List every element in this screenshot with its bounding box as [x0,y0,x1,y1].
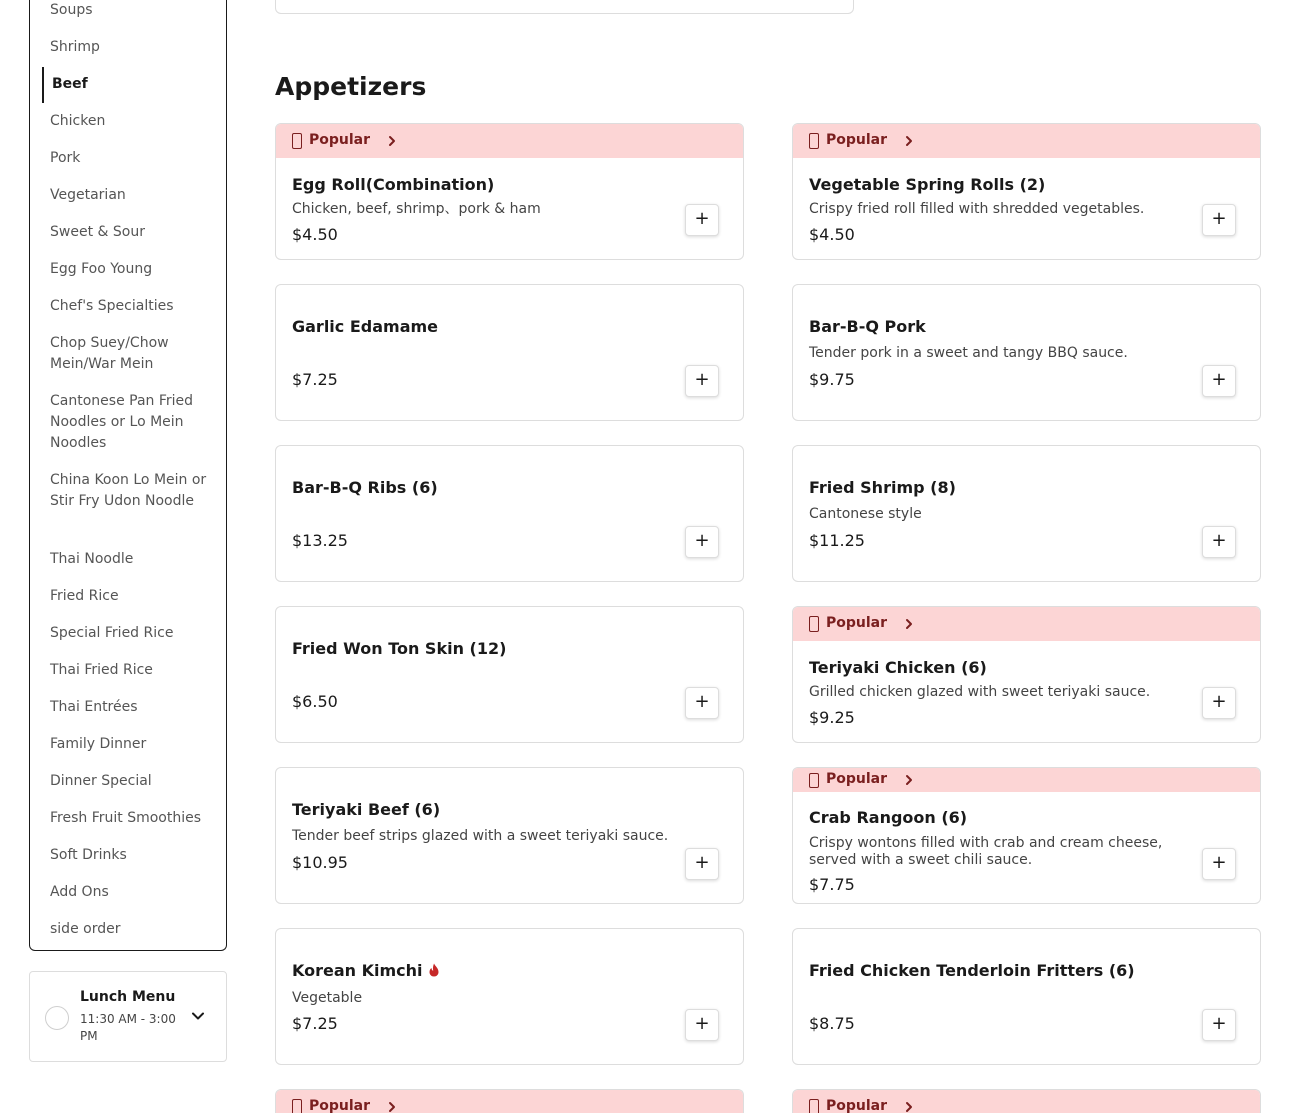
sidebar-item-family-dinner[interactable]: Family Dinner [50,736,147,752]
item-price: $7.25 [292,1014,338,1033]
menu-item-card[interactable] [792,445,1261,582]
popular-badge[interactable]: Popular [793,124,1260,158]
menu-item-card[interactable] [792,123,1261,260]
add-to-cart-button[interactable]: + [1202,365,1236,397]
item-price: $4.50 [809,225,855,244]
chevron-right-icon [903,774,915,786]
sidebar-item-thai-entrees[interactable]: Thai Entrées [50,699,138,715]
item-description: Cantonese style [809,506,922,522]
previous-section-card [275,0,854,14]
item-name: Fried Chicken Tenderloin Fritters (6) [809,961,1135,980]
sidebar-item-vegetarian[interactable]: Vegetarian [50,187,126,203]
popular-badge[interactable]: Popular [276,1090,743,1113]
add-to-cart-button[interactable]: + [1202,204,1236,236]
item-name: Teriyaki Beef (6) [292,800,441,819]
menu-item-card[interactable] [275,445,744,582]
spicy-icon [428,963,440,977]
chevron-right-icon [903,135,915,147]
add-to-cart-button[interactable]: + [1202,848,1236,880]
add-to-cart-button[interactable]: + [1202,1009,1236,1041]
item-name: Vegetable Spring Rolls (2) [809,175,1046,194]
item-price: $8.75 [809,1014,855,1033]
lunch-menu-hours: 11:30 AM - 3:00 PM [80,1012,176,1043]
sidebar-item-thai-fried-rice[interactable]: Thai Fried Rice [50,662,153,678]
sidebar-item-egg-foo-young[interactable]: Egg Foo Young [50,261,153,277]
item-price: $11.25 [809,531,865,550]
menu-item-card[interactable] [792,928,1261,1065]
menu-item-card[interactable] [275,123,744,260]
add-to-cart-button[interactable]: + [685,204,719,236]
chevron-right-icon [903,1101,915,1113]
sidebar-item-fresh-fruit-smoothies[interactable]: Fresh Fruit Smoothies [50,810,202,826]
menu-item-card[interactable] [275,284,744,421]
item-price: $7.25 [292,370,338,389]
item-price: $10.95 [292,853,348,872]
add-to-cart-button[interactable]: + [1202,687,1236,719]
add-to-cart-button[interactable]: + [1202,526,1236,558]
item-price: $9.75 [809,370,855,389]
item-name: Teriyaki Chicken (6) [809,658,987,677]
item-description: Chicken, beef, shrimp、pork & ham [292,201,541,217]
menu-item-card[interactable] [275,767,744,904]
add-to-cart-button[interactable]: + [685,687,719,719]
chevron-right-icon [903,618,915,630]
item-description: Tender pork in a sweet and tangy BBQ sauce. [809,345,1128,361]
item-name: Bar-B-Q Pork [809,317,926,336]
chevron-right-icon [386,135,398,147]
sidebar-item-soft-drinks[interactable]: Soft Drinks [50,847,127,863]
popular-icon [809,1099,819,1113]
sidebar-item-soups[interactable]: Soups [50,2,93,18]
item-name: Korean Kimchi [292,961,440,980]
popular-icon [292,1099,302,1113]
add-to-cart-button[interactable]: + [685,526,719,558]
sidebar-item-thai-noodle[interactable]: Thai Noodle [50,551,134,567]
lunch-menu-selector[interactable] [29,971,227,1062]
sidebar-item-fried-rice[interactable]: Fried Rice [50,588,119,604]
menu-item-card[interactable] [792,606,1261,743]
menu-item-card[interactable] [275,606,744,743]
item-description: Crispy fried roll filled with shredded vegetables. [809,201,1145,217]
popular-icon [809,133,819,149]
item-description: Tender beef strips glazed with a sweet teriyaki sauce. [292,828,669,844]
popular-badge[interactable]: Popular [793,607,1260,641]
popular-icon [809,773,819,788]
item-price: $6.50 [292,692,338,711]
sidebar-item-pork[interactable]: Pork [50,150,81,166]
sidebar-item-cantonese-noodles[interactable]: Cantonese Pan Fried Noodles or Lo Mein Noodles [50,393,194,451]
menu-item-card[interactable] [792,767,1261,904]
sidebar-item-beef[interactable]: Beef [42,67,207,103]
sidebar-item-chefs-specialties[interactable]: Chef's Specialties [50,298,174,314]
item-price: $13.25 [292,531,348,550]
menu-item-card[interactable] [275,1089,744,1113]
section-title: Appetizers [275,72,427,101]
item-name: Egg Roll(Combination) [292,175,495,194]
item-description: Crispy wontons filled with crab and cream cheese, served with a sweet chili sauce. [809,835,1163,868]
add-to-cart-button[interactable]: + [685,848,719,880]
item-name: Crab Rangoon (6) [809,808,968,827]
add-to-cart-button[interactable]: + [685,365,719,397]
add-to-cart-button[interactable]: + [685,1009,719,1041]
sidebar-item-dinner-special[interactable]: Dinner Special [50,773,152,789]
sidebar-item-chicken[interactable]: Chicken [50,113,106,129]
item-description: Vegetable [292,990,363,1006]
lunch-menu-title: Lunch Menu [80,989,176,1005]
menu-item-card[interactable] [792,284,1261,421]
sidebar-item-special-fried-rice[interactable]: Special Fried Rice [50,625,174,641]
item-name: Bar-B-Q Ribs (6) [292,478,438,497]
chevron-right-icon [386,1101,398,1113]
item-price: $4.50 [292,225,338,244]
item-price: $9.25 [809,708,855,727]
sidebar-item-sweet-sour[interactable]: Sweet & Sour [50,224,145,240]
popular-badge[interactable]: Popular [793,768,1260,792]
popular-icon [292,133,302,149]
popular-badge[interactable]: Popular [793,1090,1260,1113]
menu-item-card[interactable] [792,1089,1261,1113]
item-name: Fried Won Ton Skin (12) [292,639,507,658]
sidebar-item-china-koon-lo-mein[interactable]: China Koon Lo Mein or Stir Fry Udon Noodle [50,472,207,509]
item-name: Garlic Edamame [292,317,439,336]
sidebar-item-shrimp[interactable]: Shrimp [50,39,100,55]
sidebar-item-add-ons[interactable]: Add Ons [50,884,109,900]
radio-button[interactable] [45,1006,69,1030]
popular-badge[interactable]: Popular [276,124,743,158]
sidebar-item-side-order[interactable]: side order [50,921,121,937]
category-sidebar [29,0,227,951]
item-name: Fried Shrimp (8) [809,478,956,497]
menu-item-card[interactable] [275,928,744,1065]
popular-icon [809,616,819,632]
chevron-down-icon[interactable] [190,1008,206,1024]
item-description: Grilled chicken glazed with sweet teriyaki sauce. [809,684,1151,700]
sidebar-item-chop-suey[interactable]: Chop Suey/Chow Mein/War Mein [50,335,169,372]
item-price: $7.75 [809,875,855,894]
